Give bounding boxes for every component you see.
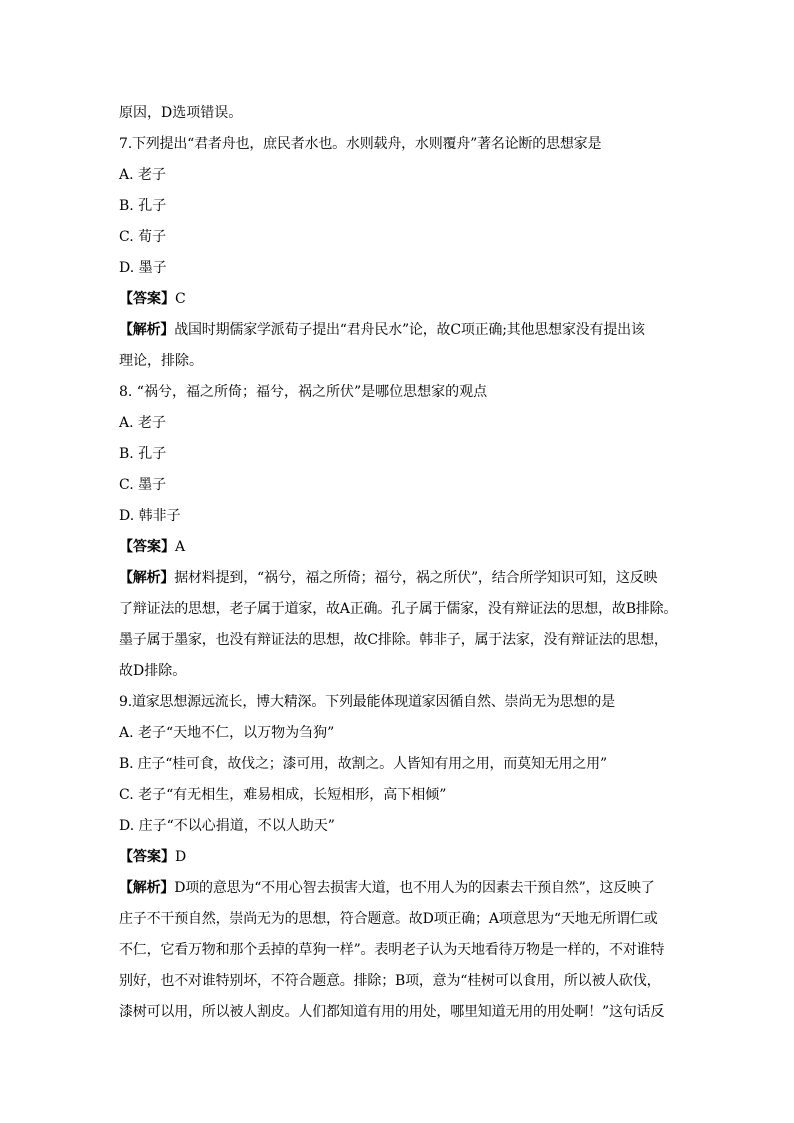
question-9-text: 9.道家思想源远流长，博大精深。下列最能体现道家因循自然、崇尚无为思想的是 xyxy=(119,694,615,710)
answer-value: A xyxy=(175,539,186,555)
question-7-option-a: A. 老子 xyxy=(119,167,167,183)
question-8-text: 8. “祸兮，福之所倚；福兮，祸之所伏”是哪位思想家的观点 xyxy=(119,384,488,400)
question-9-answer xyxy=(119,842,679,873)
answer-value: D xyxy=(175,849,187,865)
question-8-option-d: D. 韩非子 xyxy=(119,508,181,524)
question-8-option-a: A. 老子 xyxy=(119,415,167,431)
question-7-analysis-line xyxy=(119,315,679,346)
question-9-option-b: B. 庄子“桂可食，故伐之；漆可用，故割之。人皆知有用之用，而莫知无用之用” xyxy=(119,756,607,772)
question-9-analysis-line xyxy=(119,873,679,904)
question-8-option-b: B. 孔子 xyxy=(119,446,167,462)
question-9-option-d: D. 庄子“不以心捐道，不以人助天” xyxy=(119,818,335,834)
question-7-answer xyxy=(119,284,679,315)
question-7-option-c: C. 荀子 xyxy=(119,229,167,245)
question-8-answer xyxy=(119,532,679,563)
question-9-option-a: A. 老子“天地不仁，以万物为刍狗” xyxy=(119,725,335,741)
answer-label: 【答案】 xyxy=(119,291,175,307)
question-7-analysis-line: 理论，排除。 xyxy=(119,353,203,369)
question-8-analysis-line: 故D排除。 xyxy=(119,663,187,679)
question-8-analysis-line: 了辩证法的思想，老子属于道家，故A正确。孔子属于儒家，没有辩证法的思想，故B排除。 xyxy=(119,601,678,617)
document-page xyxy=(119,98,679,1028)
analysis-label: 【解析】 xyxy=(119,570,175,586)
question-9-analysis-line: 不仁，它看万物和那个丢掉的草狗一样”。表明老子认为天地看待万物是一样的，不对谁特 xyxy=(119,942,665,958)
question-9-analysis-line: 漆树可以用，所以被人割皮。人们都知道有用的用处，哪里知道无用的用处啊！”这句话反 xyxy=(119,1004,665,1020)
question-7-option-d: D. 墨子 xyxy=(119,260,167,276)
answer-label: 【答案】 xyxy=(119,849,175,865)
question-7-text: 7.下列提出“君者舟也，庶民者水也。水则载舟，水则覆舟”著名论断的思想家是 xyxy=(119,136,602,152)
question-8-option-c: C. 墨子 xyxy=(119,477,167,493)
question-8-analysis-line: 墨子属于墨家，也没有辩证法的思想，故C排除。韩非子，属于法家，没有辩证法的思想， xyxy=(119,632,668,648)
question-9-option-c: C. 老子“有无相生，难易相成，长短相形，高下相倾” xyxy=(119,787,447,803)
question-9-analysis-line: 庄子不干预自然，崇尚无为的思想，符合题意。故D项正确；A项意思为“天地无所谓仁或 xyxy=(119,911,658,927)
analysis-text: 战国时期儒家学派荀子提出“君舟民水”论，故C项正确;其他思想家没有提出该 xyxy=(174,322,645,338)
analysis-text: 据材料提到，“祸兮，福之所倚；福兮，祸之所伏”，结合所学知识可知，这反映 xyxy=(174,570,658,586)
previous-analysis-tail: 原因，D选项错误。 xyxy=(119,105,243,121)
analysis-label: 【解析】 xyxy=(119,880,175,896)
analysis-text: D项的意思为“不用心智去损害大道，也不用人为的因素去干预自然”，这反映了 xyxy=(174,880,655,896)
question-7-option-b: B. 孔子 xyxy=(119,198,167,214)
question-8-analysis-line xyxy=(119,563,679,594)
analysis-label: 【解析】 xyxy=(119,322,175,338)
answer-label: 【答案】 xyxy=(119,539,175,555)
answer-value: C xyxy=(175,291,186,307)
question-9-analysis-line: 别好，也不对谁特别坏，不符合题意。排除；B项，意为“桂树可以食用，所以被人砍伐， xyxy=(119,973,661,989)
